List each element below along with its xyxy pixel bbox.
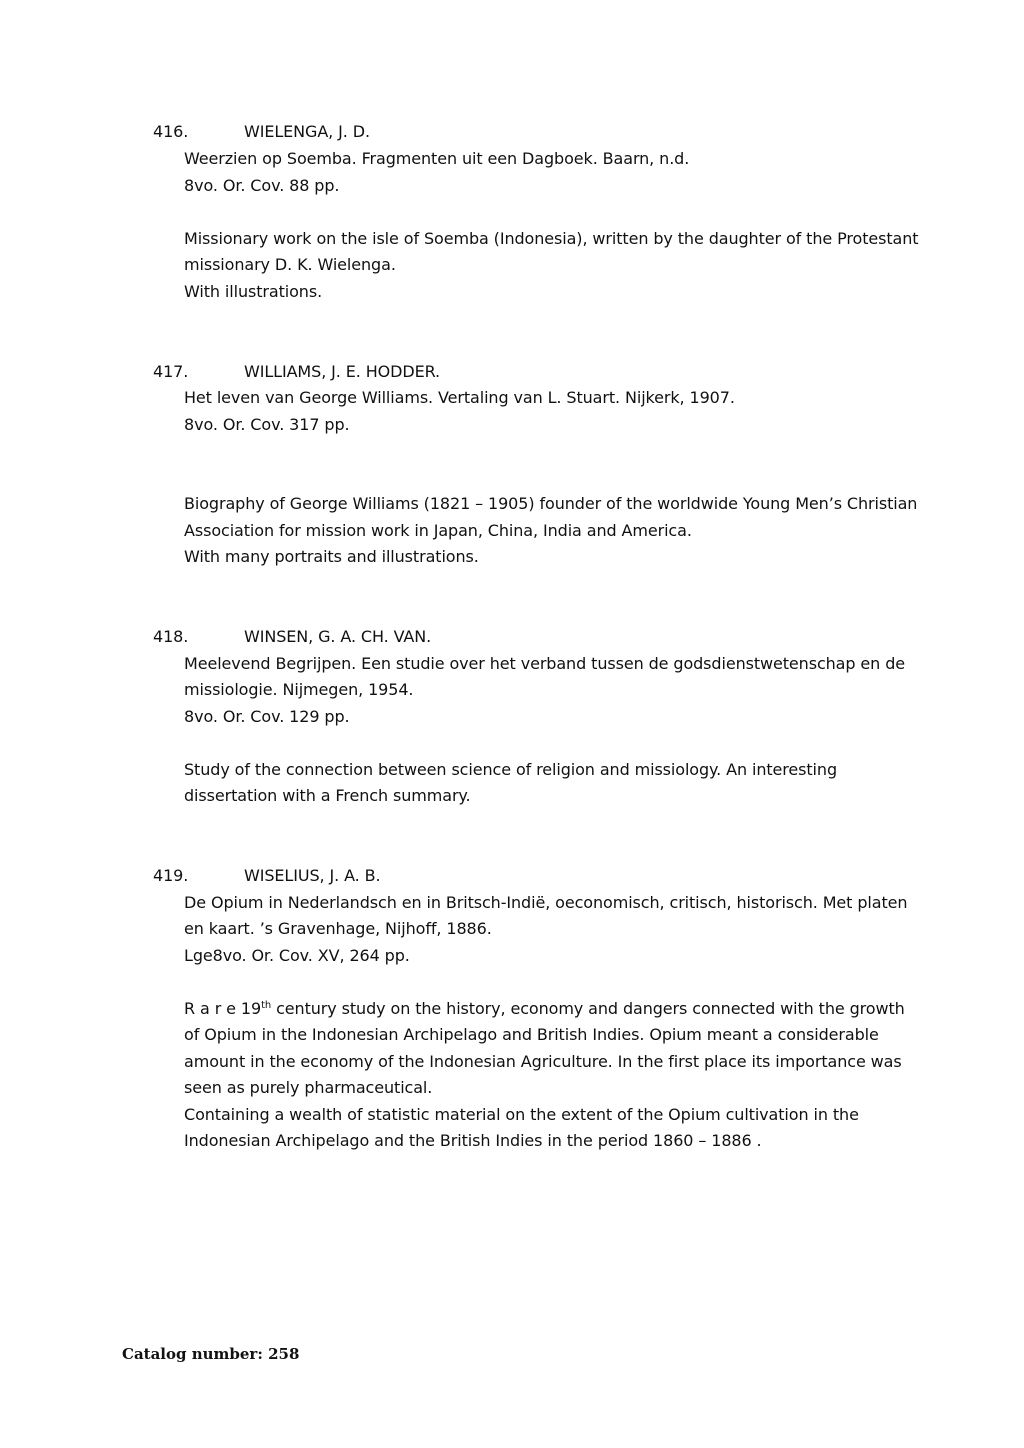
entry-title: Het leven van George Williams. Vertaling van L. Stuart. Nijkerk, 1907. [184, 388, 735, 407]
entry-title-line: Meelevend Begrijpen. Een studie over het verband tussen de godsdienstwetenschap en de [184, 654, 905, 673]
entry-title-line: De Opium in Nederlandsch en in Britsch-Indië, oeconomisch, critisch, historisch. Met platen [184, 893, 908, 912]
entry-description-line: missionary D. K. Wielenga. [184, 255, 396, 274]
catalog-page-number: Catalog number: 258 [122, 1345, 300, 1363]
entry-format: 8vo. Or. Cov. 317 pp. [184, 415, 350, 434]
entry-description-line [184, 999, 905, 1019]
description-prefix: R a r e 19 [184, 999, 262, 1018]
entry-description-line: Indonesian Archipelago and the British Indies in the period 1860 – 1886 . [184, 1131, 762, 1150]
entry-number: 417. [153, 362, 189, 381]
entry-title: Weerzien op Soemba. Fragmenten uit een Dagboek. Baarn, n.d. [184, 149, 690, 168]
entry-description-line: Missionary work on the isle of Soemba (Indonesia), written by the daughter of the Protestant [184, 229, 919, 248]
entry-format: Lge8vo. Or. Cov. XV, 264 pp. [184, 946, 410, 965]
entry-author: WIELENGA, J. D. [244, 122, 370, 141]
entry-title-line: missiologie. Nijmegen, 1954. [184, 680, 414, 699]
entry-description-line: seen as purely pharmaceutical. [184, 1078, 433, 1097]
entry-author: WINSEN, G. A. CH. VAN. [244, 627, 432, 646]
entry-number: 416. [153, 122, 189, 141]
entry-description-line: Biography of George Williams (1821 – 1905) founder of the worldwide Young Men’s Christian [184, 494, 918, 513]
entry-description-line: amount in the economy of the Indonesian Agriculture. In the first place its importance was [184, 1052, 902, 1071]
description-rest: century study on the history, economy and dangers connected with the growth [271, 999, 905, 1018]
entry-number: 419. [153, 866, 189, 885]
entry-description-line: dissertation with a French summary. [184, 786, 471, 805]
superscript-ordinal: th [261, 1000, 272, 1011]
entry-author: WILLIAMS, J. E. HODDER. [244, 362, 441, 381]
entry-description-line: Study of the connection between science of religion and missiology. An interesting [184, 760, 837, 779]
entry-number: 418. [153, 627, 189, 646]
entry-description-line: With many portraits and illustrations. [184, 547, 479, 566]
entry-format: 8vo. Or. Cov. 88 pp. [184, 176, 340, 195]
entry-description-line: of Opium in the Indonesian Archipelago and British Indies. Opium meant a considerable [184, 1025, 879, 1044]
entry-format: 8vo. Or. Cov. 129 pp. [184, 707, 350, 726]
entry-author: WISELIUS, J. A. B. [244, 866, 381, 885]
entry-title-line: en kaart. ’s Gravenhage, Nijhoff, 1886. [184, 919, 492, 938]
entry-description-line: With illustrations. [184, 282, 323, 301]
entry-description-line: Containing a wealth of statistic material on the extent of the Opium cultivation in the [184, 1105, 859, 1124]
entry-description-line: Association for mission work in Japan, China, India and America. [184, 521, 692, 540]
